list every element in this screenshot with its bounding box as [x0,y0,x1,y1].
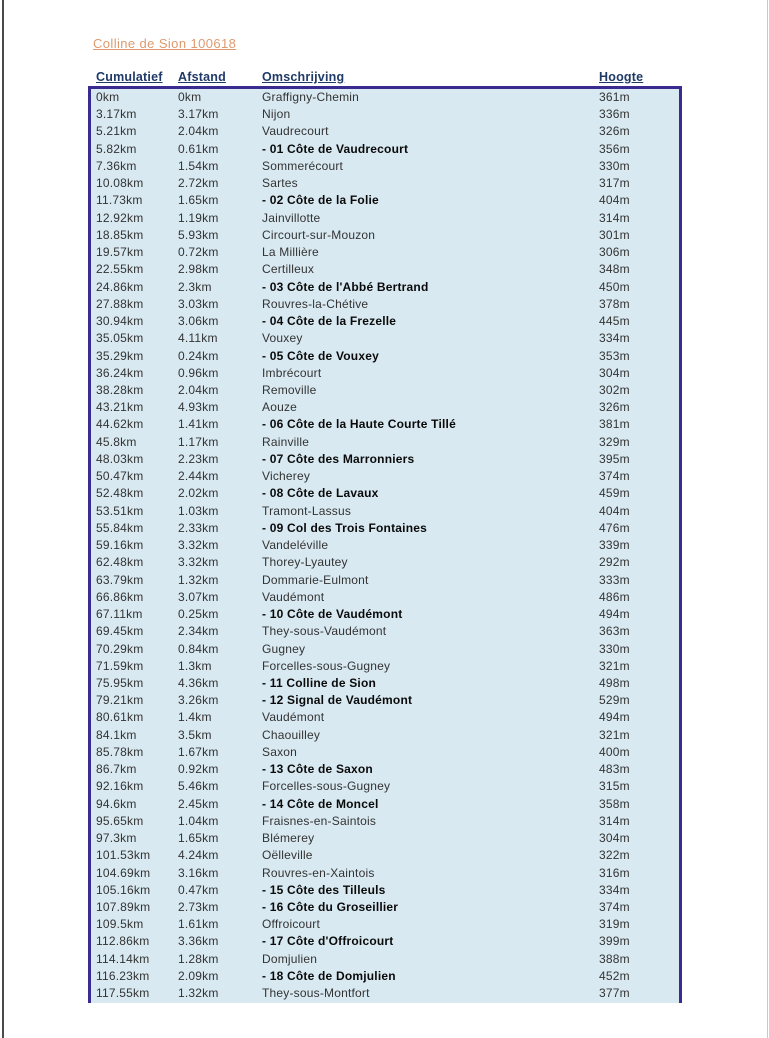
afstand-cell: 3.16km [178,865,219,880]
cumulatief-cell: 24.86km [96,279,144,294]
table-row [91,830,679,847]
afstand-cell: 1.28km [178,951,219,966]
omschrijving-cell: Circourt-sur-Mouzon [262,227,376,242]
afstand-cell: 2.45km [178,796,219,811]
table-row [91,261,679,278]
omschrijving-cell: Chaouilley [262,727,321,742]
omschrijving-cell: La Millière [262,245,319,260]
omschrijving-cell: They-sous-Vaudémont [262,624,387,639]
cumulatief-cell: 69.45km [96,624,144,639]
table-row [91,434,679,451]
omschrijving-cell: Graffigny-Chemin [262,90,360,104]
omschrijving-cell: Dommarie-Eulmont [262,572,369,587]
hoogte-cell: 316m [599,865,630,880]
omschrijving-cell: Thorey-Lyautey [262,555,348,570]
omschrijving-cell: Rouvres-la-Chétive [262,296,369,311]
hoogte-cell: 404m [599,193,630,208]
cumulatief-cell: 101.53km [96,848,151,863]
afstand-cell: 4.36km [178,675,219,690]
cumulatief-cell: 79.21km [96,693,144,708]
afstand-cell: 2.02km [178,486,219,501]
afstand-cell: 2.09km [178,968,219,983]
hoogte-cell: 353m [599,348,630,363]
hoogte-cell: 326m [599,124,630,139]
omschrijving-cell: - 13 Côte de Saxon [262,762,373,777]
cumulatief-cell: 84.1km [96,727,137,742]
table-row [91,468,679,485]
cumulatief-cell: 48.03km [96,451,144,466]
afstand-cell: 0.96km [178,365,219,380]
hoogte-cell: 378m [599,296,630,311]
afstand-cell: 4.93km [178,400,219,415]
table-row [91,520,679,537]
omschrijving-cell: Blémerey [262,831,315,846]
table-row [91,623,679,640]
cumulatief-cell: 95.65km [96,813,144,828]
afstand-cell: 2.73km [178,900,219,915]
afstand-cell: 1.65km [178,193,219,208]
cumulatief-cell: 18.85km [96,227,144,242]
cumulatief-cell: 92.16km [96,779,144,794]
cumulatief-cell: 67.11km [96,607,143,622]
afstand-cell: 0km [178,90,202,104]
afstand-cell: 5.46km [178,779,219,794]
cumulatief-cell: 107.89km [96,900,151,915]
cumulatief-cell: 55.84km [96,520,144,535]
table-row [91,916,679,933]
omschrijving-cell: Rainville [262,434,310,449]
afstand-cell: 0.25km [178,607,219,622]
omschrijving-cell: - 07 Côte des Marronniers [262,451,415,466]
cumulatief-cell: 38.28km [96,382,144,397]
table-row [91,796,679,813]
cumulatief-cell: 7.36km [96,158,137,173]
hoogte-cell: 334m [599,331,630,346]
hoogte-cell: 529m [599,693,630,708]
cumulatief-cell: 30.94km [96,314,144,329]
table-row [91,175,679,192]
hoogte-cell: 445m [599,314,630,329]
cumulatief-cell: 36.24km [96,365,144,380]
hoogte-cell: 315m [599,779,630,794]
omschrijving-cell: - 14 Côte de Moncel [262,796,379,811]
table-row [91,572,679,589]
hoogte-cell: 321m [599,727,630,742]
table-row [91,933,679,950]
omschrijving-cell: - 18 Côte de Domjulien [262,968,396,983]
hoogte-cell: 330m [599,641,630,656]
page-border-right [767,0,768,1038]
afstand-cell: 2.33km [178,520,219,535]
hoogte-cell: 459m [599,486,630,501]
cumulatief-cell: 66.86km [96,589,144,604]
table-row [91,813,679,830]
table-row [91,985,679,1002]
omschrijving-cell: - 10 Côte de Vaudémont [262,607,403,622]
table-row [91,313,679,330]
omschrijving-cell: Certilleux [262,262,315,277]
hoogte-cell: 388m [599,951,630,966]
cumulatief-cell: 75.95km [96,675,144,690]
cumulatief-cell: 117.55km [96,986,150,1001]
table-row [91,761,679,778]
afstand-cell: 3.03km [178,296,219,311]
cumulatief-cell: 35.29km [96,348,144,363]
table-row [91,348,679,365]
afstand-cell: 0.92km [178,762,219,777]
omschrijving-cell: Oëlleville [262,848,313,863]
omschrijving-cell: - 02 Côte de la Folie [262,193,379,208]
afstand-cell: 1.19km [178,210,219,225]
page-border-left [2,0,4,1038]
omschrijving-cell: - 17 Côte d'Offroicourt [262,934,394,949]
omschrijving-cell: Nijon [262,107,291,122]
hoogte-cell: 333m [599,572,630,587]
column-header-omschrijving: Omschrijving [262,70,345,84]
table-row [91,382,679,399]
hoogte-cell: 322m [599,848,630,863]
table-row [91,279,679,296]
column-header-cumulatief: Cumulatief [96,70,163,84]
cumulatief-cell: 105.16km [96,882,151,897]
omschrijving-cell: Tramont-Lassus [262,503,352,518]
table-row [91,227,679,244]
cumulatief-cell: 86.7km [96,762,137,777]
hoogte-cell: 314m [599,210,630,225]
hoogte-cell: 381m [599,417,630,432]
cumulatief-cell: 35.05km [96,331,144,346]
afstand-cell: 3.32km [178,555,219,570]
cumulatief-cell: 22.55km [96,262,144,277]
omschrijving-cell: - 09 Col des Trois Fontaines [262,520,427,535]
omschrijving-cell: Sartes [262,176,298,191]
cumulatief-cell: 10.08km [96,176,144,191]
cumulatief-cell: 70.29km [96,641,144,656]
hoogte-cell: 326m [599,400,630,415]
hoogte-cell: 476m [599,520,630,535]
hoogte-cell: 348m [599,262,630,277]
afstand-cell: 3.36km [178,934,219,949]
omschrijving-cell: - 01 Côte de Vaudrecourt [262,141,409,156]
table-row [91,778,679,795]
omschrijving-cell: - 12 Signal de Vaudémont [262,693,413,708]
table-row [91,744,679,761]
table-row [91,951,679,968]
afstand-cell: 0.84km [178,641,219,656]
route-title-link[interactable]: Colline de Sion 100618 [93,36,237,51]
table-row [91,675,679,692]
table-row [91,330,679,347]
cumulatief-cell: 109.5km [96,917,144,932]
hoogte-cell: 374m [599,469,630,484]
hoogte-cell: 336m [599,107,630,122]
omschrijving-cell: Removille [262,382,317,397]
hoogte-cell: 494m [599,607,630,622]
table-row [91,589,679,606]
cumulatief-cell: 112.86km [96,934,150,949]
table-row [91,451,679,468]
afstand-cell: 2.04km [178,382,219,397]
table-row [91,692,679,709]
omschrijving-cell: Domjulien [262,951,318,966]
cumulatief-cell: 52.48km [96,486,144,501]
table-row [91,399,679,416]
hoogte-cell: 377m [599,986,630,1001]
table-row [91,192,679,209]
hoogte-cell: 319m [599,917,630,932]
table-row [91,296,679,313]
cumulatief-cell: 19.57km [96,245,144,260]
column-header-afstand: Afstand [178,70,226,84]
hoogte-cell: 329m [599,434,630,449]
hoogte-cell: 494m [599,710,630,725]
afstand-cell: 1.4km [178,710,212,725]
omschrijving-cell: Aouze [262,400,298,415]
cumulatief-cell: 80.61km [96,710,144,725]
hoogte-cell: 400m [599,744,630,759]
column-header-hoogte: Hoogte [599,70,644,84]
table-header-row [88,70,682,85]
cumulatief-cell: 53.51km [96,503,144,518]
table-row [91,899,679,916]
hoogte-cell: 483m [599,762,630,777]
cumulatief-cell: 11.73km [96,193,143,208]
omschrijving-cell: Sommerécourt [262,158,344,173]
afstand-cell: 1.41km [178,417,219,432]
hoogte-cell: 339m [599,538,630,553]
hoogte-cell: 292m [599,555,630,570]
hoogte-cell: 404m [599,503,630,518]
table-row [91,210,679,227]
hoogte-cell: 330m [599,158,630,173]
table-row [91,106,679,123]
omschrijving-cell: Vicherey [262,469,311,484]
hoogte-cell: 498m [599,675,630,690]
omschrijving-cell: Forcelles-sous-Gugney [262,658,391,673]
table-row [91,123,679,140]
afstand-cell: 1.61km [178,917,219,932]
afstand-cell: 4.11km [178,331,218,346]
afstand-cell: 1.04km [178,813,219,828]
hoogte-cell: 321m [599,658,630,673]
cumulatief-cell: 114.14km [96,951,150,966]
afstand-cell: 0.47km [178,882,219,897]
table-row [91,882,679,899]
hoogte-cell: 304m [599,831,630,846]
omschrijving-cell: - 03 Côte de l'Abbé Bertrand [262,279,429,294]
cumulatief-cell: 50.47km [96,469,144,484]
omschrijving-cell: Vaudémont [262,589,325,604]
afstand-cell: 2.72km [178,176,219,191]
table-row [91,865,679,882]
afstand-cell: 1.17km [178,434,219,449]
hoogte-cell: 317m [599,176,630,191]
hoogte-cell: 301m [599,227,630,242]
hoogte-cell: 363m [599,624,630,639]
cumulatief-cell: 3.17km [96,107,137,122]
hoogte-cell: 361m [599,90,630,104]
omschrijving-cell: - 05 Côte de Vouxey [262,348,379,363]
afstand-cell: 2.04km [178,124,219,139]
table-row [91,365,679,382]
cumulatief-cell: 45.8km [96,434,137,449]
hoogte-cell: 486m [599,589,630,604]
table-row [91,968,679,985]
cumulatief-cell: 5.82km [96,141,137,156]
afstand-cell: 2.23km [178,451,219,466]
omschrijving-cell: Gugney [262,641,306,656]
cumulatief-cell: 63.79km [96,572,144,587]
omschrijving-cell: Vouxey [262,331,303,346]
afstand-cell: 0.61km [178,141,219,156]
afstand-cell: 3.17km [178,107,219,122]
hoogte-cell: 374m [599,900,630,915]
omschrijving-cell: Imbrécourt [262,365,322,380]
omschrijving-cell: Saxon [262,744,298,759]
afstand-cell: 0.72km [178,245,219,260]
table-row [91,641,679,658]
cumulatief-cell: 5.21km [96,124,137,139]
afstand-cell: 2.3km [178,279,212,294]
afstand-cell: 1.32km [178,572,219,587]
afstand-cell: 2.98km [178,262,219,277]
afstand-cell: 3.26km [178,693,219,708]
omschrijving-cell: - 04 Côte de la Frezelle [262,314,397,329]
afstand-cell: 1.03km [178,503,219,518]
omschrijving-cell: Jainvillotte [262,210,321,225]
afstand-cell: 0.24km [178,348,219,363]
afstand-cell: 3.06km [178,314,219,329]
omschrijving-cell: Offroicourt [262,917,320,932]
table-row [91,709,679,726]
afstand-cell: 1.65km [178,831,219,846]
hoogte-cell: 358m [599,796,630,811]
hoogte-cell: 399m [599,934,630,949]
table-row [91,485,679,502]
table-row [91,89,679,106]
table-row [91,244,679,261]
cumulatief-cell: 12.92km [96,210,144,225]
afstand-cell: 3.07km [178,589,219,604]
cumulatief-cell: 104.69km [96,865,151,880]
hoogte-cell: 450m [599,279,630,294]
hoogte-cell: 304m [599,365,630,380]
omschrijving-cell: Vandeléville [262,538,329,553]
omschrijving-cell: - 16 Côte du Groseillier [262,900,399,915]
omschrijving-cell: Forcelles-sous-Gugney [262,779,391,794]
hoogte-cell: 356m [599,141,630,156]
afstand-cell: 1.54km [178,158,219,173]
cumulatief-cell: 43.21km [96,400,144,415]
cumulatief-cell: 27.88km [96,296,144,311]
hoogte-cell: 452m [599,968,630,983]
afstand-cell: 3.32km [178,538,219,553]
table-body [88,86,682,1003]
omschrijving-cell: Fraisnes-en-Saintois [262,813,377,828]
afstand-cell: 1.32km [178,986,219,1001]
cumulatief-cell: 85.78km [96,744,144,759]
afstand-cell: 3.5km [178,727,212,742]
cumulatief-cell: 97.3km [96,831,137,846]
cumulatief-cell: 44.62km [96,417,144,432]
table-row [91,537,679,554]
hoogte-cell: 306m [599,245,630,260]
table-row [91,606,679,623]
table-row [91,503,679,520]
table-row [91,727,679,744]
omschrijving-cell: Rouvres-en-Xaintois [262,865,375,880]
afstand-cell: 2.44km [178,469,219,484]
table-row [91,416,679,433]
cumulatief-cell: 59.16km [96,538,144,553]
afstand-cell: 1.3km [178,658,212,673]
cumulatief-cell: 0km [96,90,120,104]
cumulatief-cell: 62.48km [96,555,144,570]
afstand-cell: 2.34km [178,624,219,639]
route-table [88,70,682,1003]
table-row [91,554,679,571]
hoogte-cell: 302m [599,382,630,397]
omschrijving-cell: - 11 Colline de Sion [262,675,377,690]
omschrijving-cell: - 06 Côte de la Haute Courte Tillé [262,417,456,432]
omschrijving-cell: - 15 Côte des Tilleuls [262,882,386,897]
hoogte-cell: 314m [599,813,630,828]
afstand-cell: 1.67km [178,744,219,759]
table-row [91,158,679,175]
afstand-cell: 5.93km [178,227,219,242]
omschrijving-cell: They-sous-Montfort [262,986,370,1001]
cumulatief-cell: 71.59km [96,658,144,673]
omschrijving-cell: - 08 Côte de Lavaux [262,486,379,501]
table-row [91,658,679,675]
table-row [91,141,679,158]
hoogte-cell: 334m [599,882,630,897]
hoogte-cell: 395m [599,451,630,466]
afstand-cell: 4.24km [178,848,219,863]
omschrijving-cell: Vaudémont [262,710,325,725]
table-row [91,847,679,864]
cumulatief-cell: 94.6km [96,796,137,811]
cumulatief-cell: 116.23km [96,968,150,983]
omschrijving-cell: Vaudrecourt [262,124,329,139]
